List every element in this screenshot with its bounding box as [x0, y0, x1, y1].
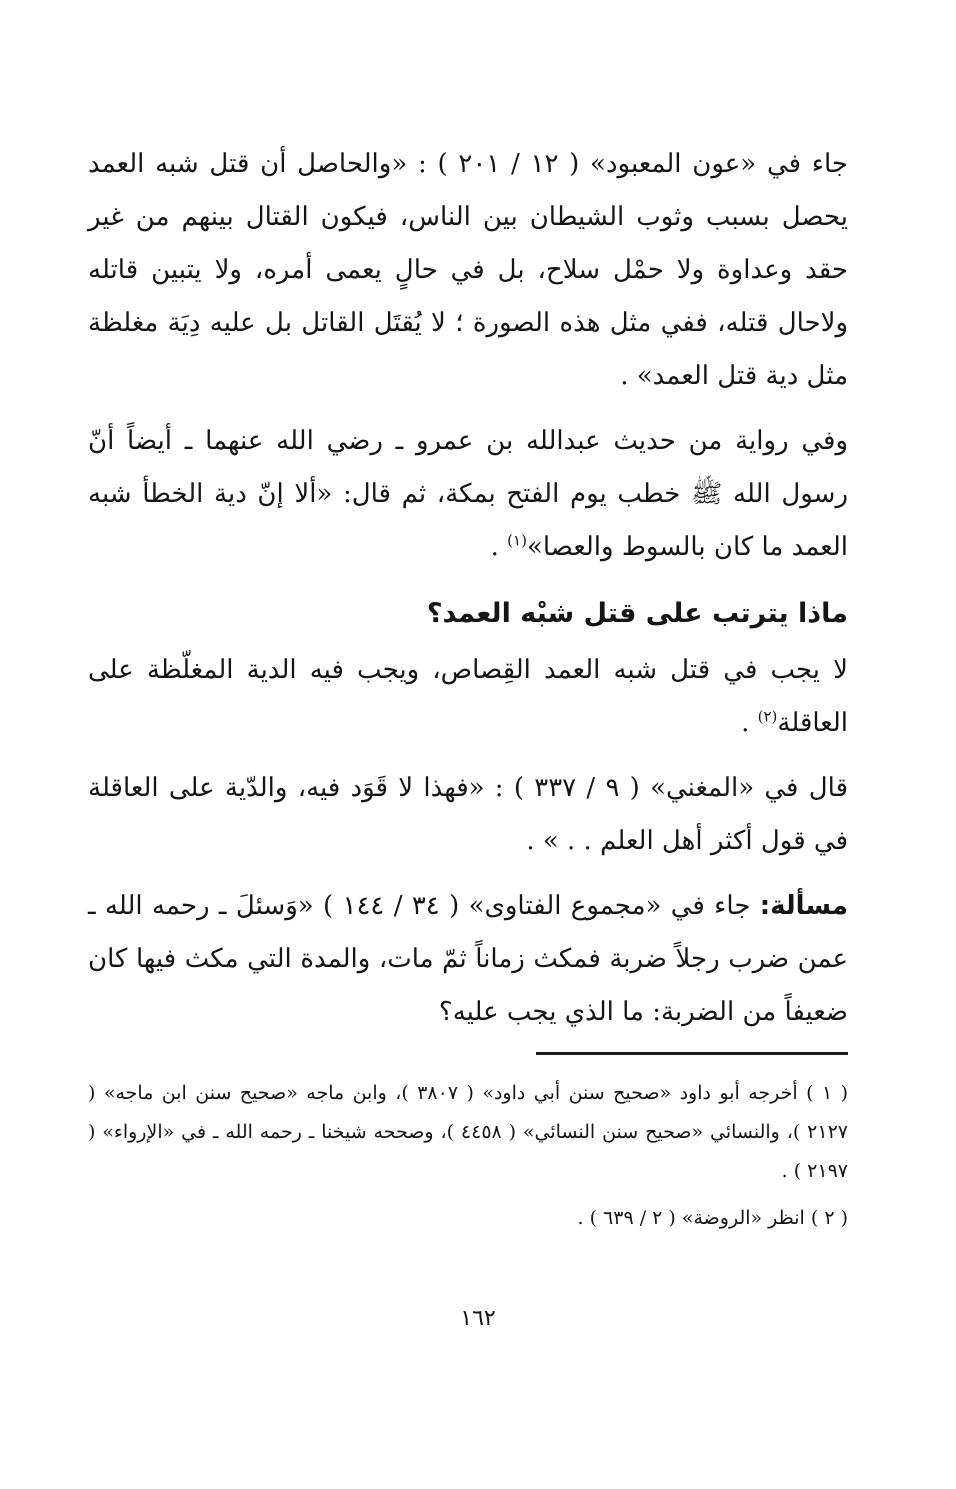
main-text	[88, 138, 848, 1039]
page-number: ١٦٢	[460, 1306, 496, 1331]
footnotes	[88, 1074, 848, 1238]
paragraph-end: .	[741, 708, 758, 738]
footnote-ref-1[interactable]: (١)	[507, 531, 527, 550]
paragraph-ruling	[88, 644, 848, 750]
footnote-2: ( ٢ ) انظر «الروضة» ( ٢ / ٦٣٩ ) .	[577, 1207, 848, 1229]
paragraph-text: وفي رواية من حديث عبدالله بن عمرو ـ رضي الله عنهما ـ أيضاً أنّ رسول الله ﷺ خطب يوم الفتح بمكة، ثم قال: «ألا إنّ دية الخطأ شبه العمد ما كان بالسوط والعصا»	[88, 426, 848, 562]
footnote-ref-2[interactable]: (٢)	[757, 707, 778, 726]
section-heading: ماذا يترتب على قتل شبْه العمد؟	[426, 598, 848, 629]
footnote-1: ( ١ ) أخرجه أبو داود «صحيح سنن أبي داود» ( ٣٨٠٧ )، وابن ماجه «صحيح سنن ابن ماجه» ( ٢١٢٧ )، والنسائي «صحيح سنن النسائي» ( ٤٤٥٨ )، وصححه شيخنا ـ رحمه الله ـ في «الإرواء» ( ٢١٩٧ ) .	[88, 1082, 849, 1182]
paragraph-text: جاء في «مجموع الفتاوى» ( ٣٤ / ١٤٤ ) «وَسئلَ ـ رحمه الله ـ عمن ضرب رجلاً ضربة فمكث زماناً ثمّ مات، والمدة التي مكث فيها كان ضعيفاً من الضربة: ما الذي يجب عليه؟	[88, 891, 848, 1027]
paragraph-end: .	[490, 532, 508, 562]
paragraph-masala	[88, 880, 848, 1039]
footnote-divider	[536, 1052, 848, 1055]
paragraph-awn-al-mabud: جاء في «عون المعبود» ( ١٢ / ٢٠١ ) : «والحاصل أن قتل شبه العمد يحصل بسبب وثوب الشيطان بين الناس، فيكون القتال بينهم من غير حقد وعداوة ولا حمْل سلاح، بل في حالٍ يعمى أمره، ولا يتبين قاتله ولاحال قتله، ففي مثل هذه الصورة ؛ لا يُقتَل القاتل بل عليه دِيَة مغلظة مثل دية قتل العمد» .	[88, 149, 849, 391]
paragraph-al-mughni: قال في «المغني» ( ٩ / ٣٣٧ ) : «فهذا لا قَوَد فيه، والدّية على العاقلة في قول أكثر أهل العلم . . » .	[88, 773, 848, 856]
masala-label: مسألة:	[759, 891, 848, 921]
paragraph-abdullah-ibn-amr-narration	[88, 415, 848, 574]
paragraph-text: لا يجب في قتل شبه العمد القِصاص، ويجب فيه الدية المغلّظة على العاقلة	[88, 655, 848, 738]
